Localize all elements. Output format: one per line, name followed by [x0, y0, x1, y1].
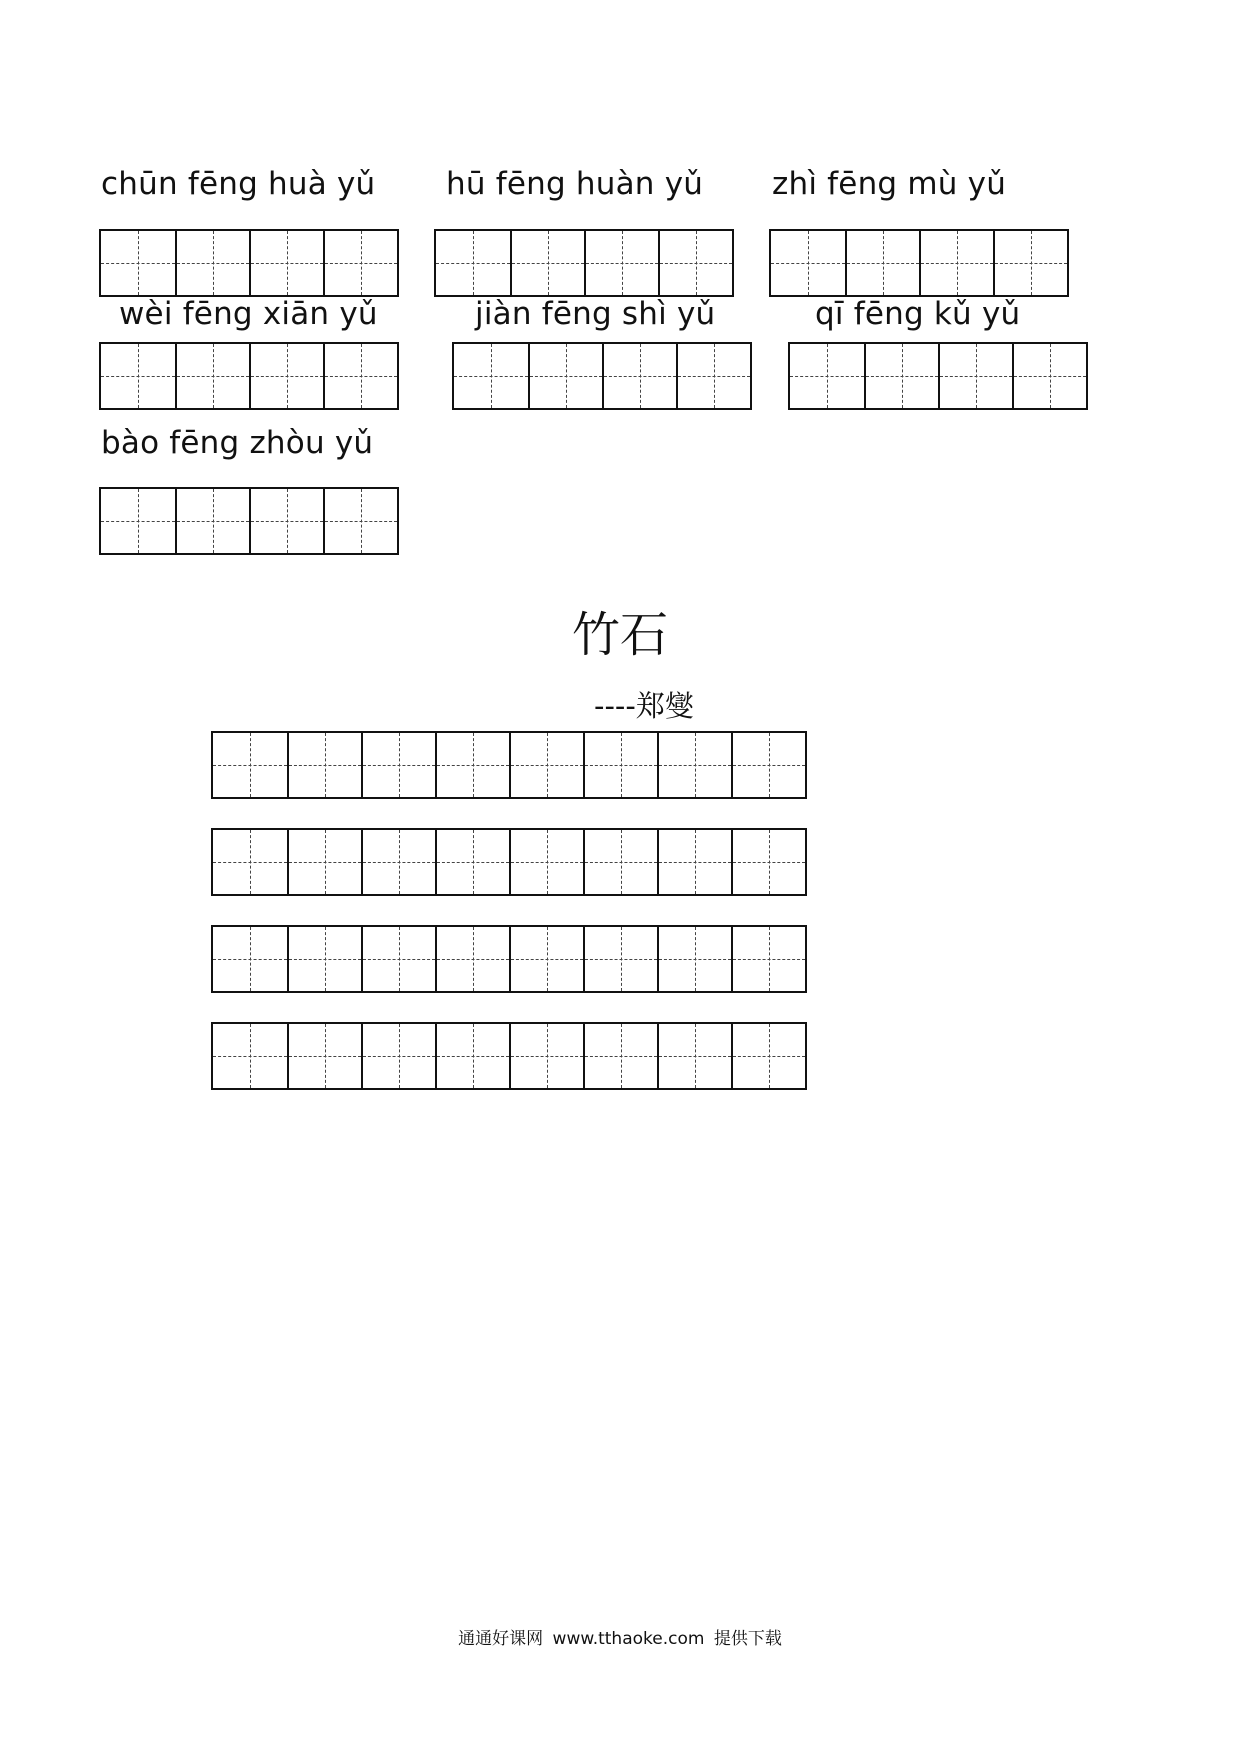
exercise-pinyin: jiàn fēng shì yǔ: [475, 296, 716, 332]
char-cell[interactable]: [287, 927, 361, 991]
answer-box-row[interactable]: [788, 342, 1088, 410]
char-cell[interactable]: [676, 344, 750, 408]
char-cell[interactable]: [213, 1024, 287, 1088]
char-cell[interactable]: [249, 231, 323, 295]
char-cell[interactable]: [509, 927, 583, 991]
char-cell[interactable]: [323, 489, 397, 553]
char-cell[interactable]: [657, 830, 731, 894]
char-cell[interactable]: [101, 231, 175, 295]
exercise-pinyin: chūn fēng huà yǔ: [101, 166, 376, 202]
poem-line-boxes[interactable]: [211, 925, 807, 993]
char-cell[interactable]: [323, 344, 397, 408]
exercise-pinyin: zhì fēng mù yǔ: [772, 166, 1007, 202]
char-cell[interactable]: [583, 1024, 657, 1088]
answer-box-row[interactable]: [769, 229, 1069, 297]
poem-line-boxes[interactable]: [211, 731, 807, 799]
char-cell[interactable]: [249, 344, 323, 408]
char-cell[interactable]: [938, 344, 1012, 408]
poem-title: 竹石: [571, 607, 668, 663]
exercise-pinyin: wèi fēng xiān yǔ: [119, 296, 378, 332]
char-cell[interactable]: [287, 1024, 361, 1088]
poem-author: ----郑燮: [594, 689, 694, 723]
char-cell[interactable]: [731, 733, 805, 797]
answer-box-row[interactable]: [99, 487, 399, 555]
char-cell[interactable]: [510, 231, 584, 295]
char-cell[interactable]: [657, 927, 731, 991]
char-cell[interactable]: [658, 231, 732, 295]
char-cell[interactable]: [175, 489, 249, 553]
char-cell[interactable]: [435, 1024, 509, 1088]
char-cell[interactable]: [323, 231, 397, 295]
char-cell[interactable]: [287, 830, 361, 894]
char-cell[interactable]: [583, 927, 657, 991]
char-cell[interactable]: [919, 231, 993, 295]
char-cell[interactable]: [101, 489, 175, 553]
char-cell[interactable]: [583, 733, 657, 797]
char-cell[interactable]: [509, 830, 583, 894]
char-cell[interactable]: [731, 830, 805, 894]
answer-box-row[interactable]: [452, 342, 752, 410]
exercise-pinyin: bào fēng zhòu yǔ: [101, 425, 374, 461]
char-cell[interactable]: [175, 344, 249, 408]
char-cell[interactable]: [657, 1024, 731, 1088]
char-cell[interactable]: [993, 231, 1067, 295]
char-cell[interactable]: [509, 1024, 583, 1088]
char-cell[interactable]: [213, 733, 287, 797]
char-cell[interactable]: [101, 344, 175, 408]
char-cell[interactable]: [771, 231, 845, 295]
char-cell[interactable]: [454, 344, 528, 408]
char-cell[interactable]: [436, 231, 510, 295]
char-cell[interactable]: [213, 830, 287, 894]
char-cell[interactable]: [657, 733, 731, 797]
poem-line-boxes[interactable]: [211, 1022, 807, 1090]
char-cell[interactable]: [175, 231, 249, 295]
char-cell[interactable]: [731, 1024, 805, 1088]
char-cell[interactable]: [1012, 344, 1086, 408]
char-cell[interactable]: [249, 489, 323, 553]
char-cell[interactable]: [583, 830, 657, 894]
poem-line-boxes[interactable]: [211, 828, 807, 896]
char-cell[interactable]: [361, 830, 435, 894]
char-cell[interactable]: [864, 344, 938, 408]
char-cell[interactable]: [361, 733, 435, 797]
char-cell[interactable]: [528, 344, 602, 408]
char-cell[interactable]: [435, 927, 509, 991]
footer-credit: 通通好课网 www.tthaoke.com 提供下载: [458, 1629, 782, 1649]
char-cell[interactable]: [790, 344, 864, 408]
char-cell[interactable]: [845, 231, 919, 295]
exercise-pinyin: hū fēng huàn yǔ: [446, 166, 704, 202]
char-cell[interactable]: [361, 1024, 435, 1088]
char-cell[interactable]: [584, 231, 658, 295]
char-cell[interactable]: [731, 927, 805, 991]
char-cell[interactable]: [435, 733, 509, 797]
char-cell[interactable]: [287, 733, 361, 797]
char-cell[interactable]: [361, 927, 435, 991]
answer-box-row[interactable]: [434, 229, 734, 297]
answer-box-row[interactable]: [99, 342, 399, 410]
char-cell[interactable]: [435, 830, 509, 894]
char-cell[interactable]: [213, 927, 287, 991]
exercise-pinyin: qī fēng kǔ yǔ: [815, 296, 1021, 332]
char-cell[interactable]: [509, 733, 583, 797]
char-cell[interactable]: [602, 344, 676, 408]
answer-box-row[interactable]: [99, 229, 399, 297]
